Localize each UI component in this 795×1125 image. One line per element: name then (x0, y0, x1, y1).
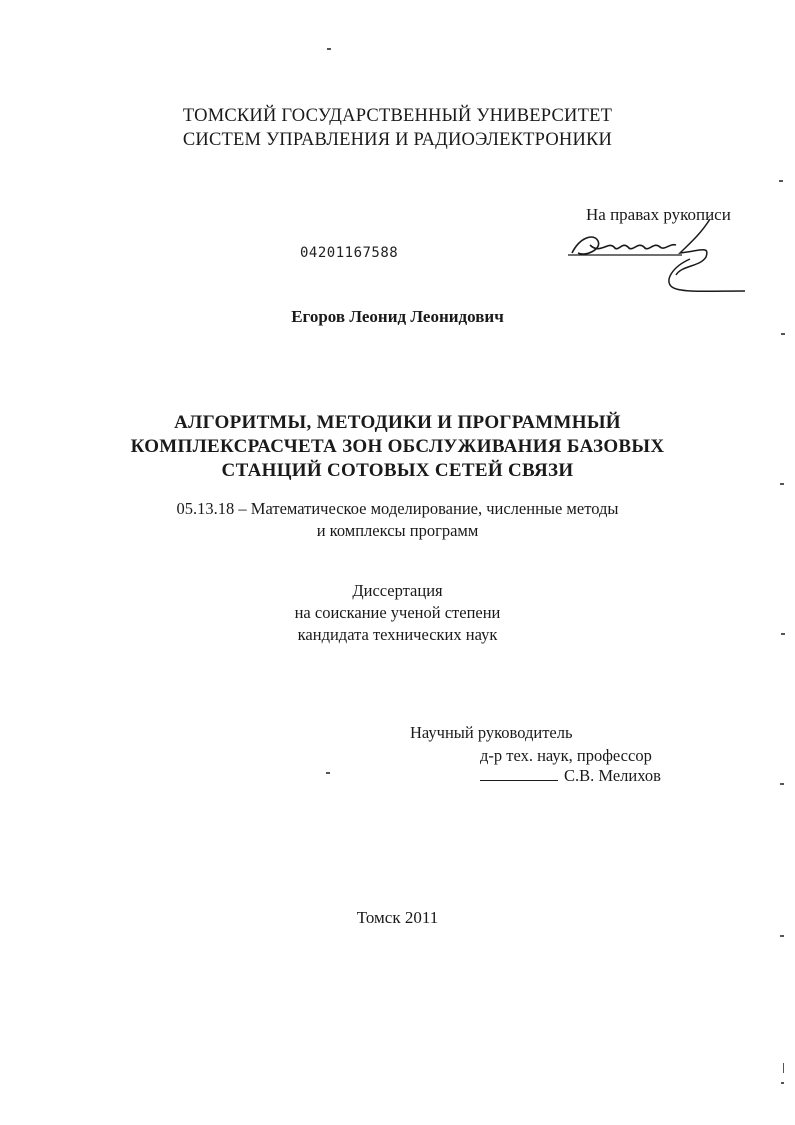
scan-speck (326, 772, 330, 774)
supervisor-label: Научный руководитель (410, 723, 573, 742)
scan-speck (781, 333, 785, 335)
scan-speck (780, 783, 784, 785)
author-name: Егоров Леонид Леонидович (291, 307, 504, 326)
specialty (0, 498, 795, 542)
university-name (0, 104, 795, 152)
supervisor-degree: д-р тех. наук, профессор (480, 746, 652, 765)
city-year: Томск 2011 (356, 908, 439, 927)
university-line-1: ТОМСКИЙ ГОСУДАРСТВЕННЫЙ УНИВЕРСИТЕТ (182, 106, 613, 126)
signature-blank-line (480, 766, 558, 781)
degree-line-3: кандидата технических наук (297, 625, 498, 644)
library-stamp-number: 04201167588 (300, 245, 399, 261)
scan-speck (781, 1082, 784, 1084)
degree-statement (0, 580, 795, 646)
title-line-3: СТАНЦИЙ СОТОВЫХ СЕТЕЙ СВЯЗИ (221, 460, 574, 481)
degree-line-1: Диссертация (352, 581, 443, 600)
scan-speck (780, 483, 784, 485)
rights-note: На правах рукописи (586, 205, 731, 224)
scan-speck (783, 1063, 784, 1073)
scan-speck (327, 48, 331, 50)
university-line-2: СИСТЕМ УПРАВЛЕНИЯ И РАДИОЭЛЕКТРОНИКИ (182, 130, 613, 150)
scan-speck (781, 633, 785, 635)
handwritten-signature (560, 215, 760, 305)
dissertation-title (0, 411, 795, 483)
title-line-1: АЛГОРИТМЫ, МЕТОДИКИ И ПРОГРАММНЫЙ (174, 412, 621, 433)
scan-speck (780, 935, 784, 937)
title-line-2: КОМПЛЕКСРАСЧЕТА ЗОН ОБСЛУЖИВАНИЯ БАЗОВЫХ (130, 436, 665, 457)
degree-line-2: на соискание ученой степени (294, 603, 501, 622)
specialty-line-2: и комплексы программ (316, 521, 479, 540)
supervisor-name: С.В. Мелихов (564, 766, 661, 785)
supervisor-signature-line (480, 766, 661, 786)
scan-speck (779, 180, 783, 182)
specialty-line-1: 05.13.18 – Математическое моделирование, численные методы (176, 499, 619, 518)
